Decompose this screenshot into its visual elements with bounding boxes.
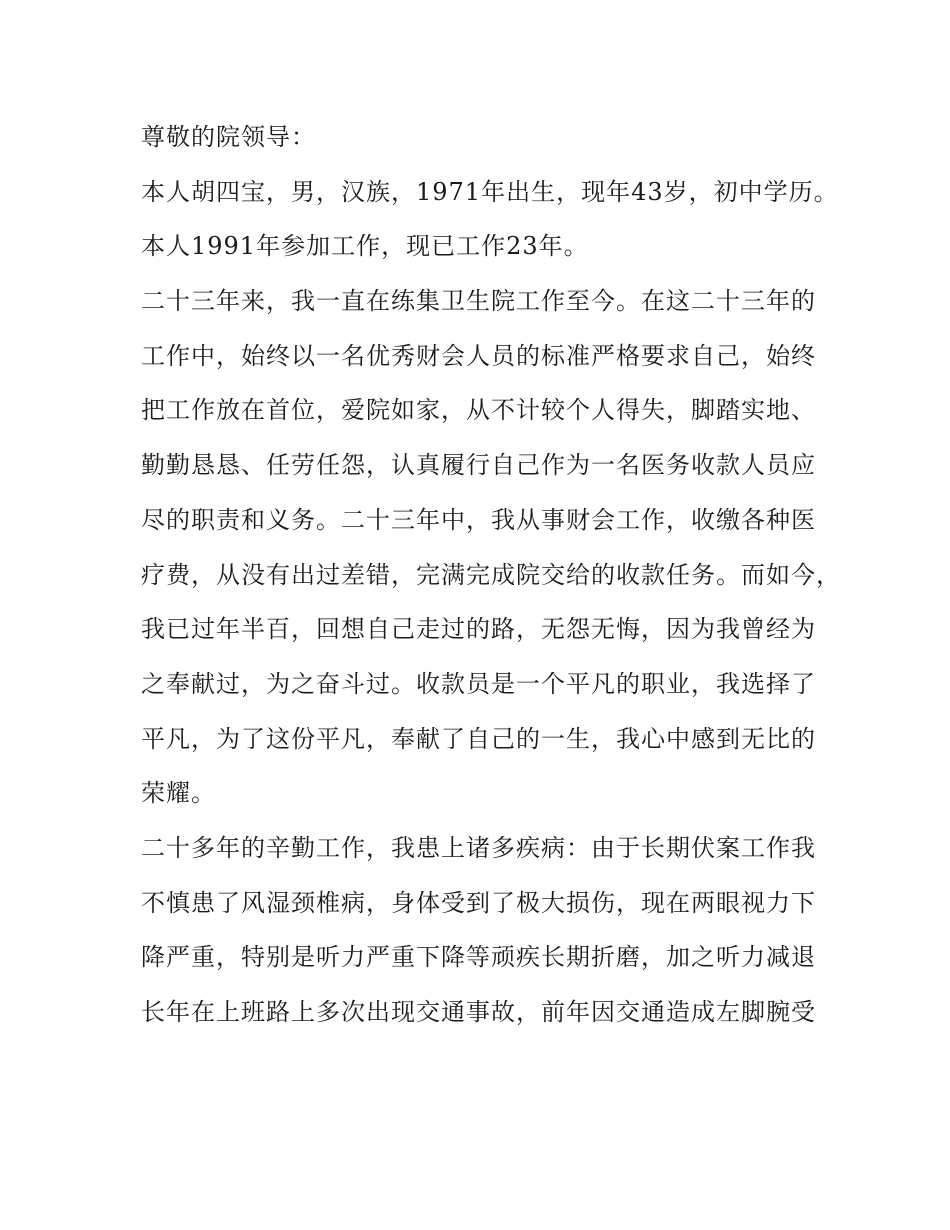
letter-body [141, 110, 841, 1040]
paragraph-3-line: 不慎患了风湿颈椎病，身体受到了极大损伤，现在两眼视力下 [141, 888, 816, 917]
paragraph-2-line: 平凡，为了这份平凡，奉献了自己的一生，我心中感到无比的 [141, 724, 816, 753]
paragraph-2-line: 二十三年来，我一直在练集卫生院工作至今。在这二十三年的 [141, 287, 816, 316]
paragraph-3-line: 降严重，特别是听力严重下降等顽疾长期折磨，加之听力减退 [141, 943, 816, 972]
paragraph-3-line: 长年在上班路上多次出现交通事故，前年因交通造成左脚腕受 [141, 998, 816, 1026]
paragraph-2-line: 工作中，始终以一名优秀财会人员的标准严格要求自己，始终 [141, 341, 816, 370]
paragraph-2-line: 我已过年半百，回想自己走过的路，无怨无悔，因为我曾经为 [141, 615, 816, 644]
paragraph-2-line: 把工作放在首位，爱院如家，从不计较个人得失，脚踏实地、 [141, 396, 816, 425]
paragraph-2-line: 之奉献过，为之奋斗过。收款员是一个平凡的职业，我选择了 [141, 669, 816, 698]
paragraph-1-line: 本人1991年参加工作，现已工作23年。 [141, 232, 589, 261]
paragraph-2-line: 勤勤恳恳、任劳任怨，认真履行自己作为一名医务收款人员应 [141, 451, 816, 480]
paragraph-3-line: 二十多年的辛勤工作，我患上诸多疾病：由于长期伏案工作我 [141, 833, 816, 862]
paragraph-2-line: 荣耀。 [141, 779, 216, 808]
paragraph-2-line: 疗费，从没有出过差错，完满完成院交给的收款任务。而如今， [141, 560, 841, 589]
salutation: 尊敬的院领导： [141, 123, 316, 151]
paragraph-2-line: 尽的职责和义务。二十三年中，我从事财会工作，收缴各种医 [141, 505, 816, 534]
paragraph-1-line: 本人胡四宝，男，汉族，1971年出生，现年43岁，初中学历。 [141, 177, 839, 206]
